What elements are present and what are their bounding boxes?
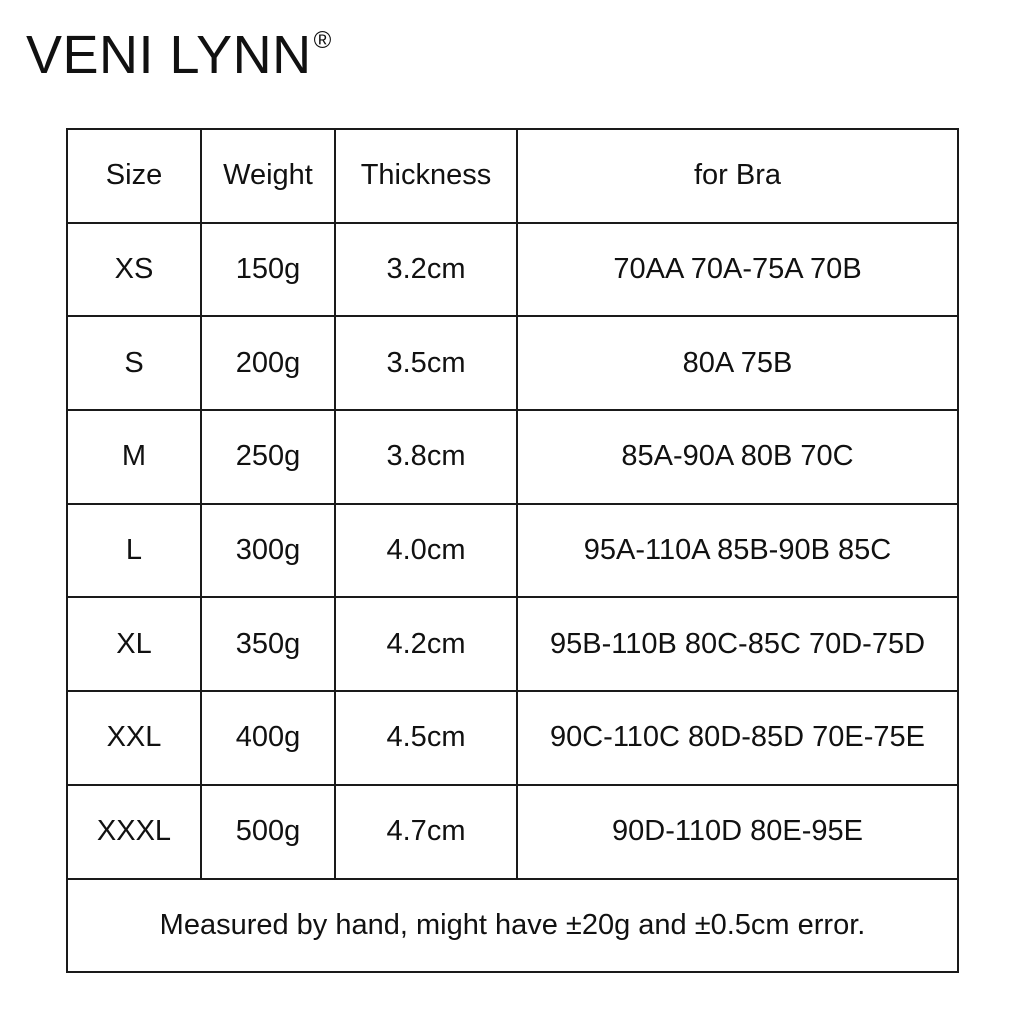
cell-weight: 150g [201,223,335,317]
cell-size: M [67,410,201,504]
cell-size: XS [67,223,201,317]
table-row [67,223,958,317]
table-row [67,785,958,879]
table-row [67,691,958,785]
cell-weight: 500g [201,785,335,879]
cell-weight: 300g [201,504,335,598]
cell-bra: 80A 75B [517,316,958,410]
cell-bra: 90C-110C 80D-85D 70E-75E [517,691,958,785]
header-weight: Weight [201,129,335,223]
cell-thickness: 4.0cm [335,504,517,598]
cell-weight: 350g [201,597,335,691]
cell-thickness: 3.5cm [335,316,517,410]
cell-size: XXL [67,691,201,785]
header-thickness: Thickness [335,129,517,223]
registered-mark: ® [313,27,332,54]
cell-thickness: 3.8cm [335,410,517,504]
brand-name: VENI LYNN [26,25,312,85]
header-for-bra: for Bra [517,129,958,223]
cell-bra: 85A-90A 80B 70C [517,410,958,504]
cell-bra: 70AA 70A-75A 70B [517,223,958,317]
cell-size: XL [67,597,201,691]
cell-bra: 95A-110A 85B-90B 85C [517,504,958,598]
cell-bra: 95B-110B 80C-85C 70D-75D [517,597,958,691]
table-row [67,597,958,691]
cell-thickness: 3.2cm [335,223,517,317]
cell-thickness: 4.5cm [335,691,517,785]
measurement-note: Measured by hand, might have ±20g and ±0.5cm error. [67,879,958,973]
table-header-row [67,129,958,223]
cell-size: L [67,504,201,598]
size-chart-table [66,128,959,973]
cell-bra: 90D-110D 80E-95E [517,785,958,879]
table-row [67,504,958,598]
header-size: Size [67,129,201,223]
cell-thickness: 4.2cm [335,597,517,691]
cell-size: XXXL [67,785,201,879]
cell-weight: 200g [201,316,335,410]
cell-weight: 250g [201,410,335,504]
cell-weight: 400g [201,691,335,785]
cell-thickness: 4.7cm [335,785,517,879]
cell-size: S [67,316,201,410]
table-row [67,410,958,504]
table-note-row [67,879,958,973]
brand-logo [26,16,332,86]
table-row [67,316,958,410]
